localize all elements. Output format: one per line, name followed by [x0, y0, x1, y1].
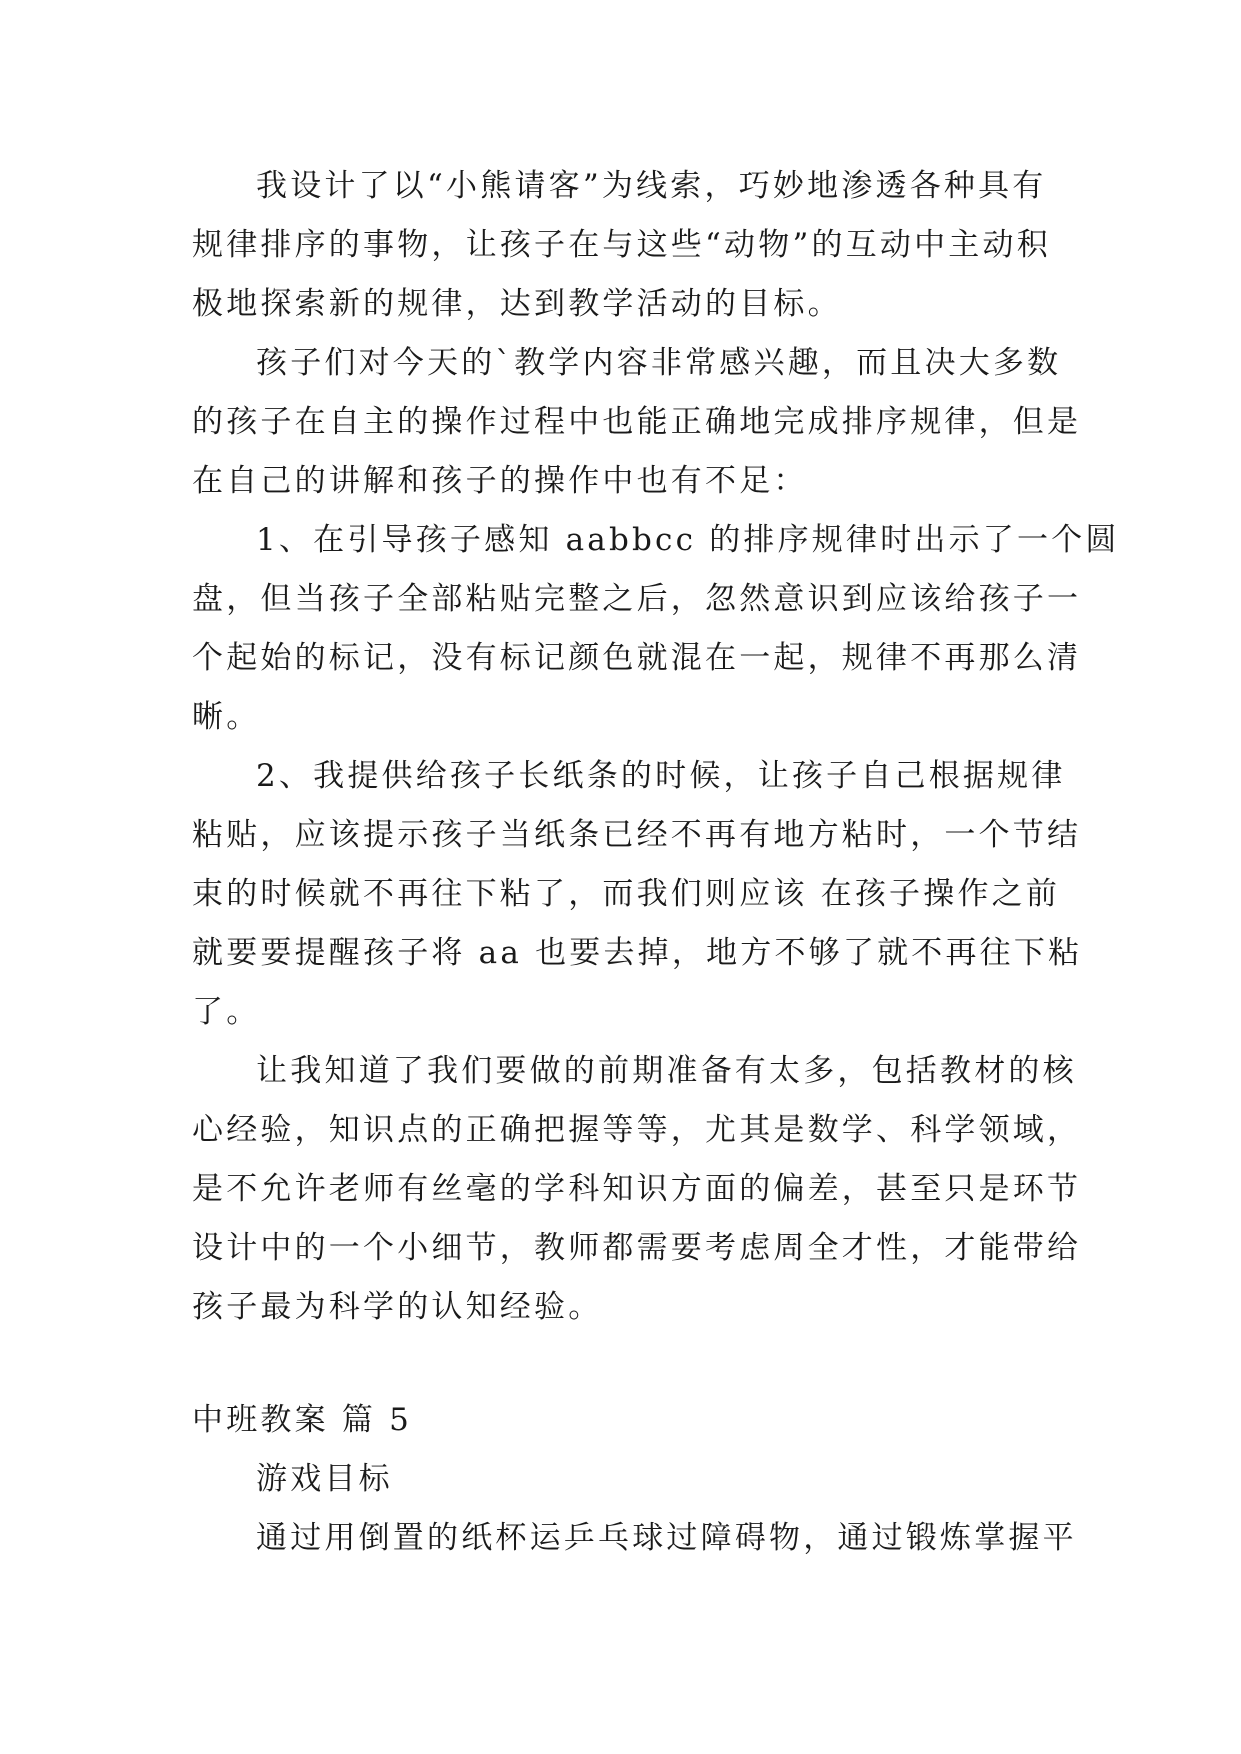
paragraph-3-line-3: 个起始的标记，没有标记颜色就混在一起，规律不再那么清: [192, 640, 1082, 676]
paragraph-4-line-4: 就要要提醒孩子将 aa 也要去掉，地方不够了就不再往下粘: [192, 935, 1083, 971]
paragraph-2-line-1: 孩子们对今天的`教学内容非常感兴趣，而且决大多数: [256, 345, 1062, 381]
paragraph-5-line-3: 是不允许老师有丝毫的学科知识方面的偏差，甚至只是环节: [192, 1171, 1082, 1207]
paragraph-3-line-2: 盘，但当孩子全部粘贴完整之后，忽然意识到应该给孩子一: [192, 581, 1082, 617]
paragraph-4-line-2: 粘贴，应该提示孩子当纸条已经不再有地方粘时，一个节结: [192, 817, 1082, 853]
paragraph-3-line-4: 晰。: [192, 699, 261, 735]
subheading-game-goal: 游戏目标: [256, 1461, 393, 1497]
paragraph-1-line-2: 规律排序的事物，让孩子在与这些“动物”的互动中主动积: [192, 227, 1051, 263]
paragraph-2-line-2: 的孩子在自主的操作过程中也能正确地完成排序规律，但是: [192, 404, 1082, 440]
paragraph-3-line-1: 1、在引导孩子感知 aabbcc 的排序规律时出示了一个圆: [256, 522, 1120, 558]
paragraph-2-line-3: 在自己的讲解和孩子的操作中也有不足：: [192, 463, 808, 499]
paragraph-1-line-3: 极地探索新的规律，达到教学活动的目标。: [192, 286, 842, 322]
paragraph-5-line-4: 设计中的一个小细节，教师都需要考虑周全才性，才能带给: [192, 1230, 1082, 1266]
paragraph-1-line-1: 我设计了以“小熊请客”为线索，巧妙地渗透各种具有: [256, 168, 1047, 204]
paragraph-5-line-1: 让我知道了我们要做的前期准备有太多，包括教材的核: [256, 1053, 1077, 1089]
paragraph-5-line-2: 心经验，知识点的正确把握等等，尤其是数学、科学领域，: [192, 1112, 1082, 1148]
paragraph-4-line-1: 2、我提供给孩子长纸条的时候，让孩子自己根据规律: [256, 758, 1066, 794]
paragraph-6-line-1: 通过用倒置的纸杯运乒乓球过障碍物，通过锻炼掌握平: [256, 1520, 1077, 1556]
paragraph-4-line-5: 了。: [192, 994, 261, 1030]
paragraph-5-line-5: 孩子最为科学的认知经验。: [192, 1289, 603, 1325]
paragraph-4-line-3: 束的时候就不再往下粘了，而我们则应该 在孩子操作之前: [192, 876, 1061, 912]
section-heading: 中班教案 篇 5: [192, 1402, 413, 1438]
